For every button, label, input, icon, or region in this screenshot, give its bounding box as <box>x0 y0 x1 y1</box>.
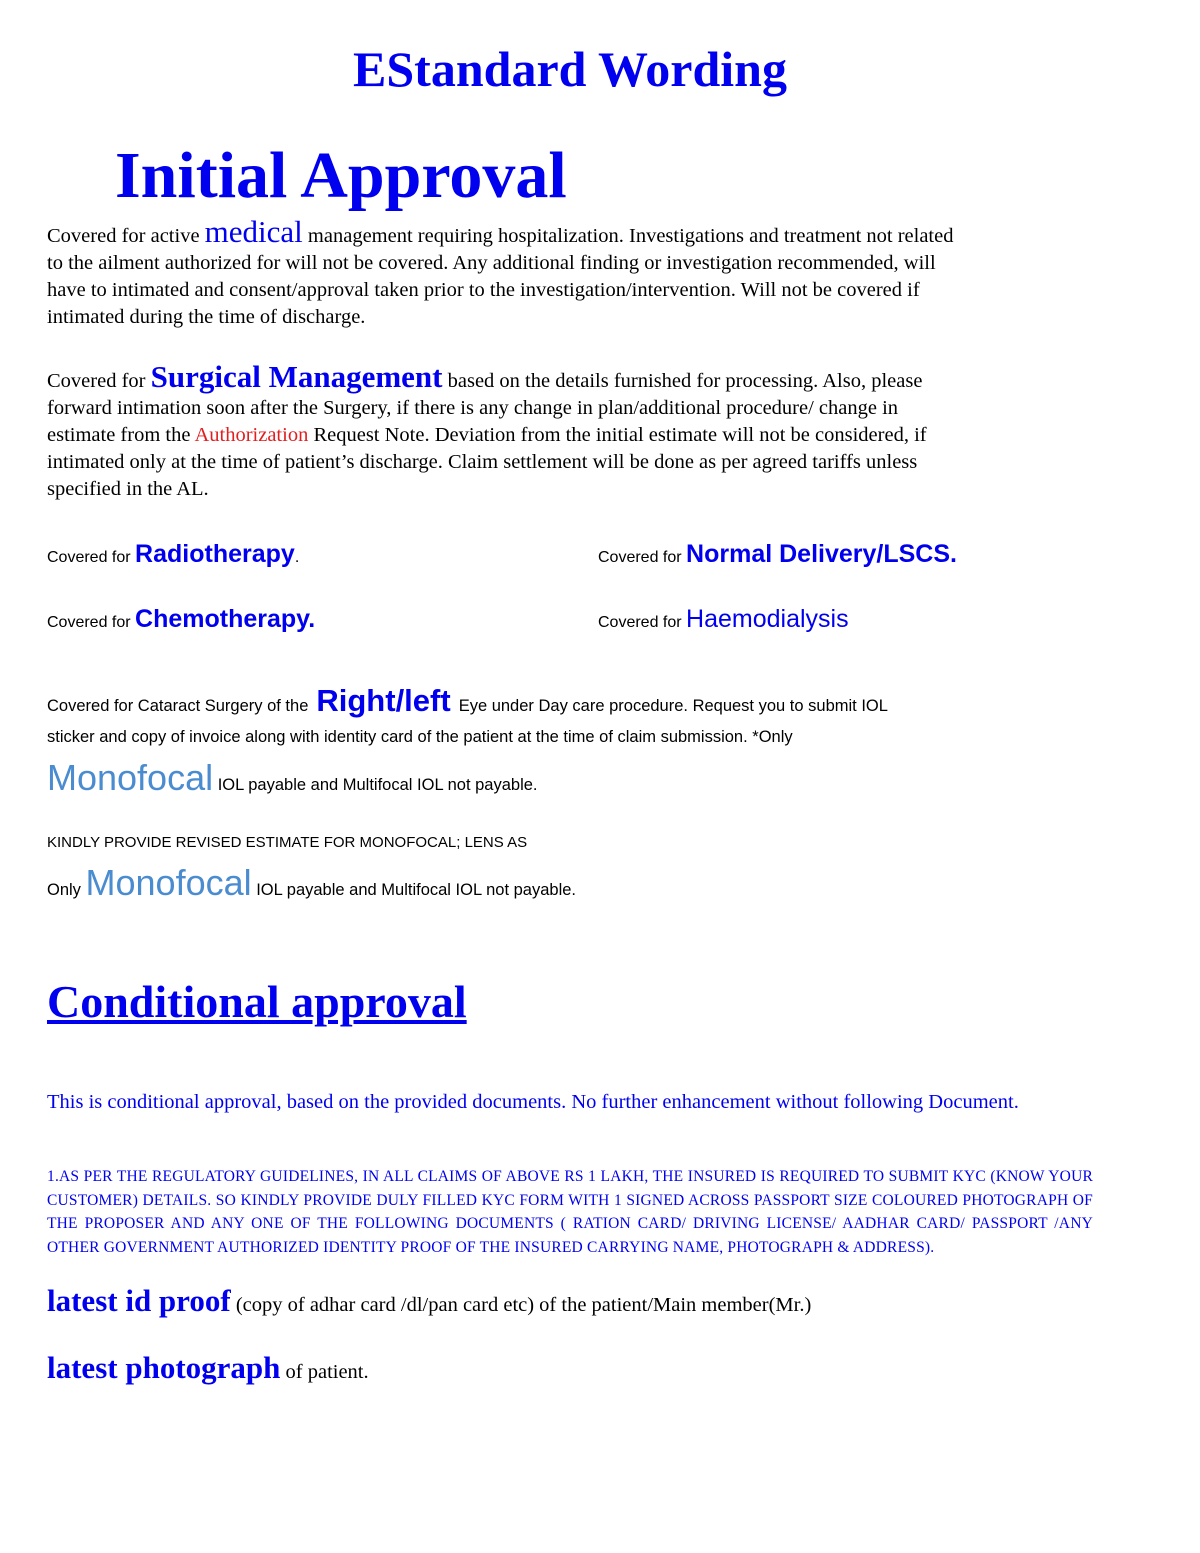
conditional-paragraph: This is conditional approval, based on the provided documents. No further enhancement without following Document. <box>47 1091 1019 1113</box>
surgical-management-paragraph <box>47 359 1147 503</box>
photograph-label: latest photograph <box>47 1350 281 1385</box>
surgical-line-2: forward intimation soon after the Surgery, if there is any change in plan/additional procedure/ change in <box>47 397 899 419</box>
latest-photograph-line <box>47 1350 369 1386</box>
surgical-line-4: intimated only at the time of patient’s discharge. Claim settlement will be done as per agreed tariffs unless <box>47 451 918 473</box>
initial-approval-heading: Initial Approval <box>115 139 567 212</box>
surgical-line-3 <box>47 422 1147 449</box>
only-prefix: Only <box>47 881 86 899</box>
covered-haemodialysis <box>598 605 849 634</box>
right-left-eye: Right/left <box>316 683 451 718</box>
surgical-line-1 <box>47 359 1147 395</box>
covered-prefix: Covered for <box>598 549 687 566</box>
conditional-approval-heading: Conditional approval <box>47 976 467 1027</box>
haemodialysis-label: Haemodialysis <box>686 605 849 633</box>
medical-line-4: intimated during the time of discharge. <box>47 306 366 328</box>
cataract-line-3 <box>47 757 538 799</box>
kindly-provide-line: KINDLY PROVIDE REVISED ESTIMATE FOR MONOFOCAL; LENS AS <box>47 834 528 851</box>
medical-line-1 <box>47 214 1147 250</box>
medical-line-3: have to intimated and consent/approval taken prior to the investigation/intervention. Will not be covered if <box>47 279 920 301</box>
surgical-line-3-pre: estimate from the <box>47 424 195 446</box>
chemotherapy-label: Chemotherapy. <box>135 605 316 633</box>
covered-radiotherapy <box>47 540 299 569</box>
covered-prefix: Covered for <box>598 614 687 631</box>
surgical-highlight: Surgical Management <box>150 359 443 394</box>
only-monofocal-line <box>47 862 576 904</box>
authorization-word: Authorization <box>194 424 309 446</box>
medical-line-1-rest: management requiring hospitalization. Investigations and treatment not related <box>302 225 954 247</box>
surgical-line-3-post: Request Note. Deviation from the initial estimate will not be considered, if <box>308 424 927 446</box>
medical-line-2: to the ailment authorized for will not be covered. Any additional finding or investigation recommended, will <box>47 252 936 274</box>
covered-prefix: Covered for <box>47 614 136 631</box>
cataract-line-2: sticker and copy of invoice along with identity card of the patient at the time of claim submission. *Only <box>47 728 793 746</box>
medical-prefix: Covered for active <box>47 225 205 247</box>
radiotherapy-suffix: . <box>294 549 300 566</box>
covered-prefix: Covered for <box>47 549 136 566</box>
kyc-paragraph: 1.AS PER THE REGULATORY GUIDELINES, IN ALL CLAIMS OF ABOVE RS 1 LAKH, THE INSURED IS REQUIRED TO SUBMIT KYC (KNOW YOUR CUSTOMER) DETAILS. SO KINDLY PROVIDE DULY FILLED KYC FORM WITH 1 SIGNED ACROSS PASSPORT SIZE COLOURED PHOTOGRAPH OF THE PROPOSER AND ANY ONE OF THE FOLLOWING DOCUMENTS ( RATION CARD/ DRIVING LICENSE/ AADHAR CARD/ PASSPORT /ANY OTHER GOVERNMENT AUTHORIZED IDENTITY PROOF OF THE INSURED CARRYING NAME, PHOTOGRAPH & ADDRESS). <box>47 1168 1093 1256</box>
id-proof-label: latest id proof <box>47 1283 231 1318</box>
surgical-line-5: specified in the AL. <box>47 478 209 500</box>
medical-highlight: medical <box>204 214 303 249</box>
cataract-line-3-rest: IOL payable and Multifocal IOL not payable. <box>213 776 538 794</box>
monofocal-highlight-2: Monofocal <box>85 862 252 903</box>
normal-delivery-label: Normal Delivery/LSCS. <box>686 540 957 568</box>
latest-id-proof-line <box>47 1283 811 1319</box>
monofocal-highlight: Monofocal <box>47 757 214 798</box>
radiotherapy-label: Radiotherapy <box>135 540 295 568</box>
id-proof-rest: (copy of adhar card /dl/pan card etc) of the patient/Main member(Mr.) <box>230 1294 812 1316</box>
covered-chemotherapy <box>47 605 315 634</box>
document-title: EStandard Wording <box>353 41 787 97</box>
photograph-rest: of patient. <box>280 1361 369 1383</box>
only-rest: IOL payable and Multifocal IOL not payable. <box>251 881 577 899</box>
cataract-prefix: Covered for Cataract Surgery of the <box>47 697 309 715</box>
medical-management-paragraph <box>47 214 1147 331</box>
covered-normal-delivery <box>598 540 957 569</box>
cataract-line-1 <box>47 683 888 719</box>
surgical-prefix: Covered for <box>47 370 151 392</box>
surgical-line-1-rest: based on the details furnished for processing. Also, please <box>442 370 923 392</box>
cataract-line-1-rest: Eye under Day care procedure. Request you to submit IOL <box>458 697 888 715</box>
